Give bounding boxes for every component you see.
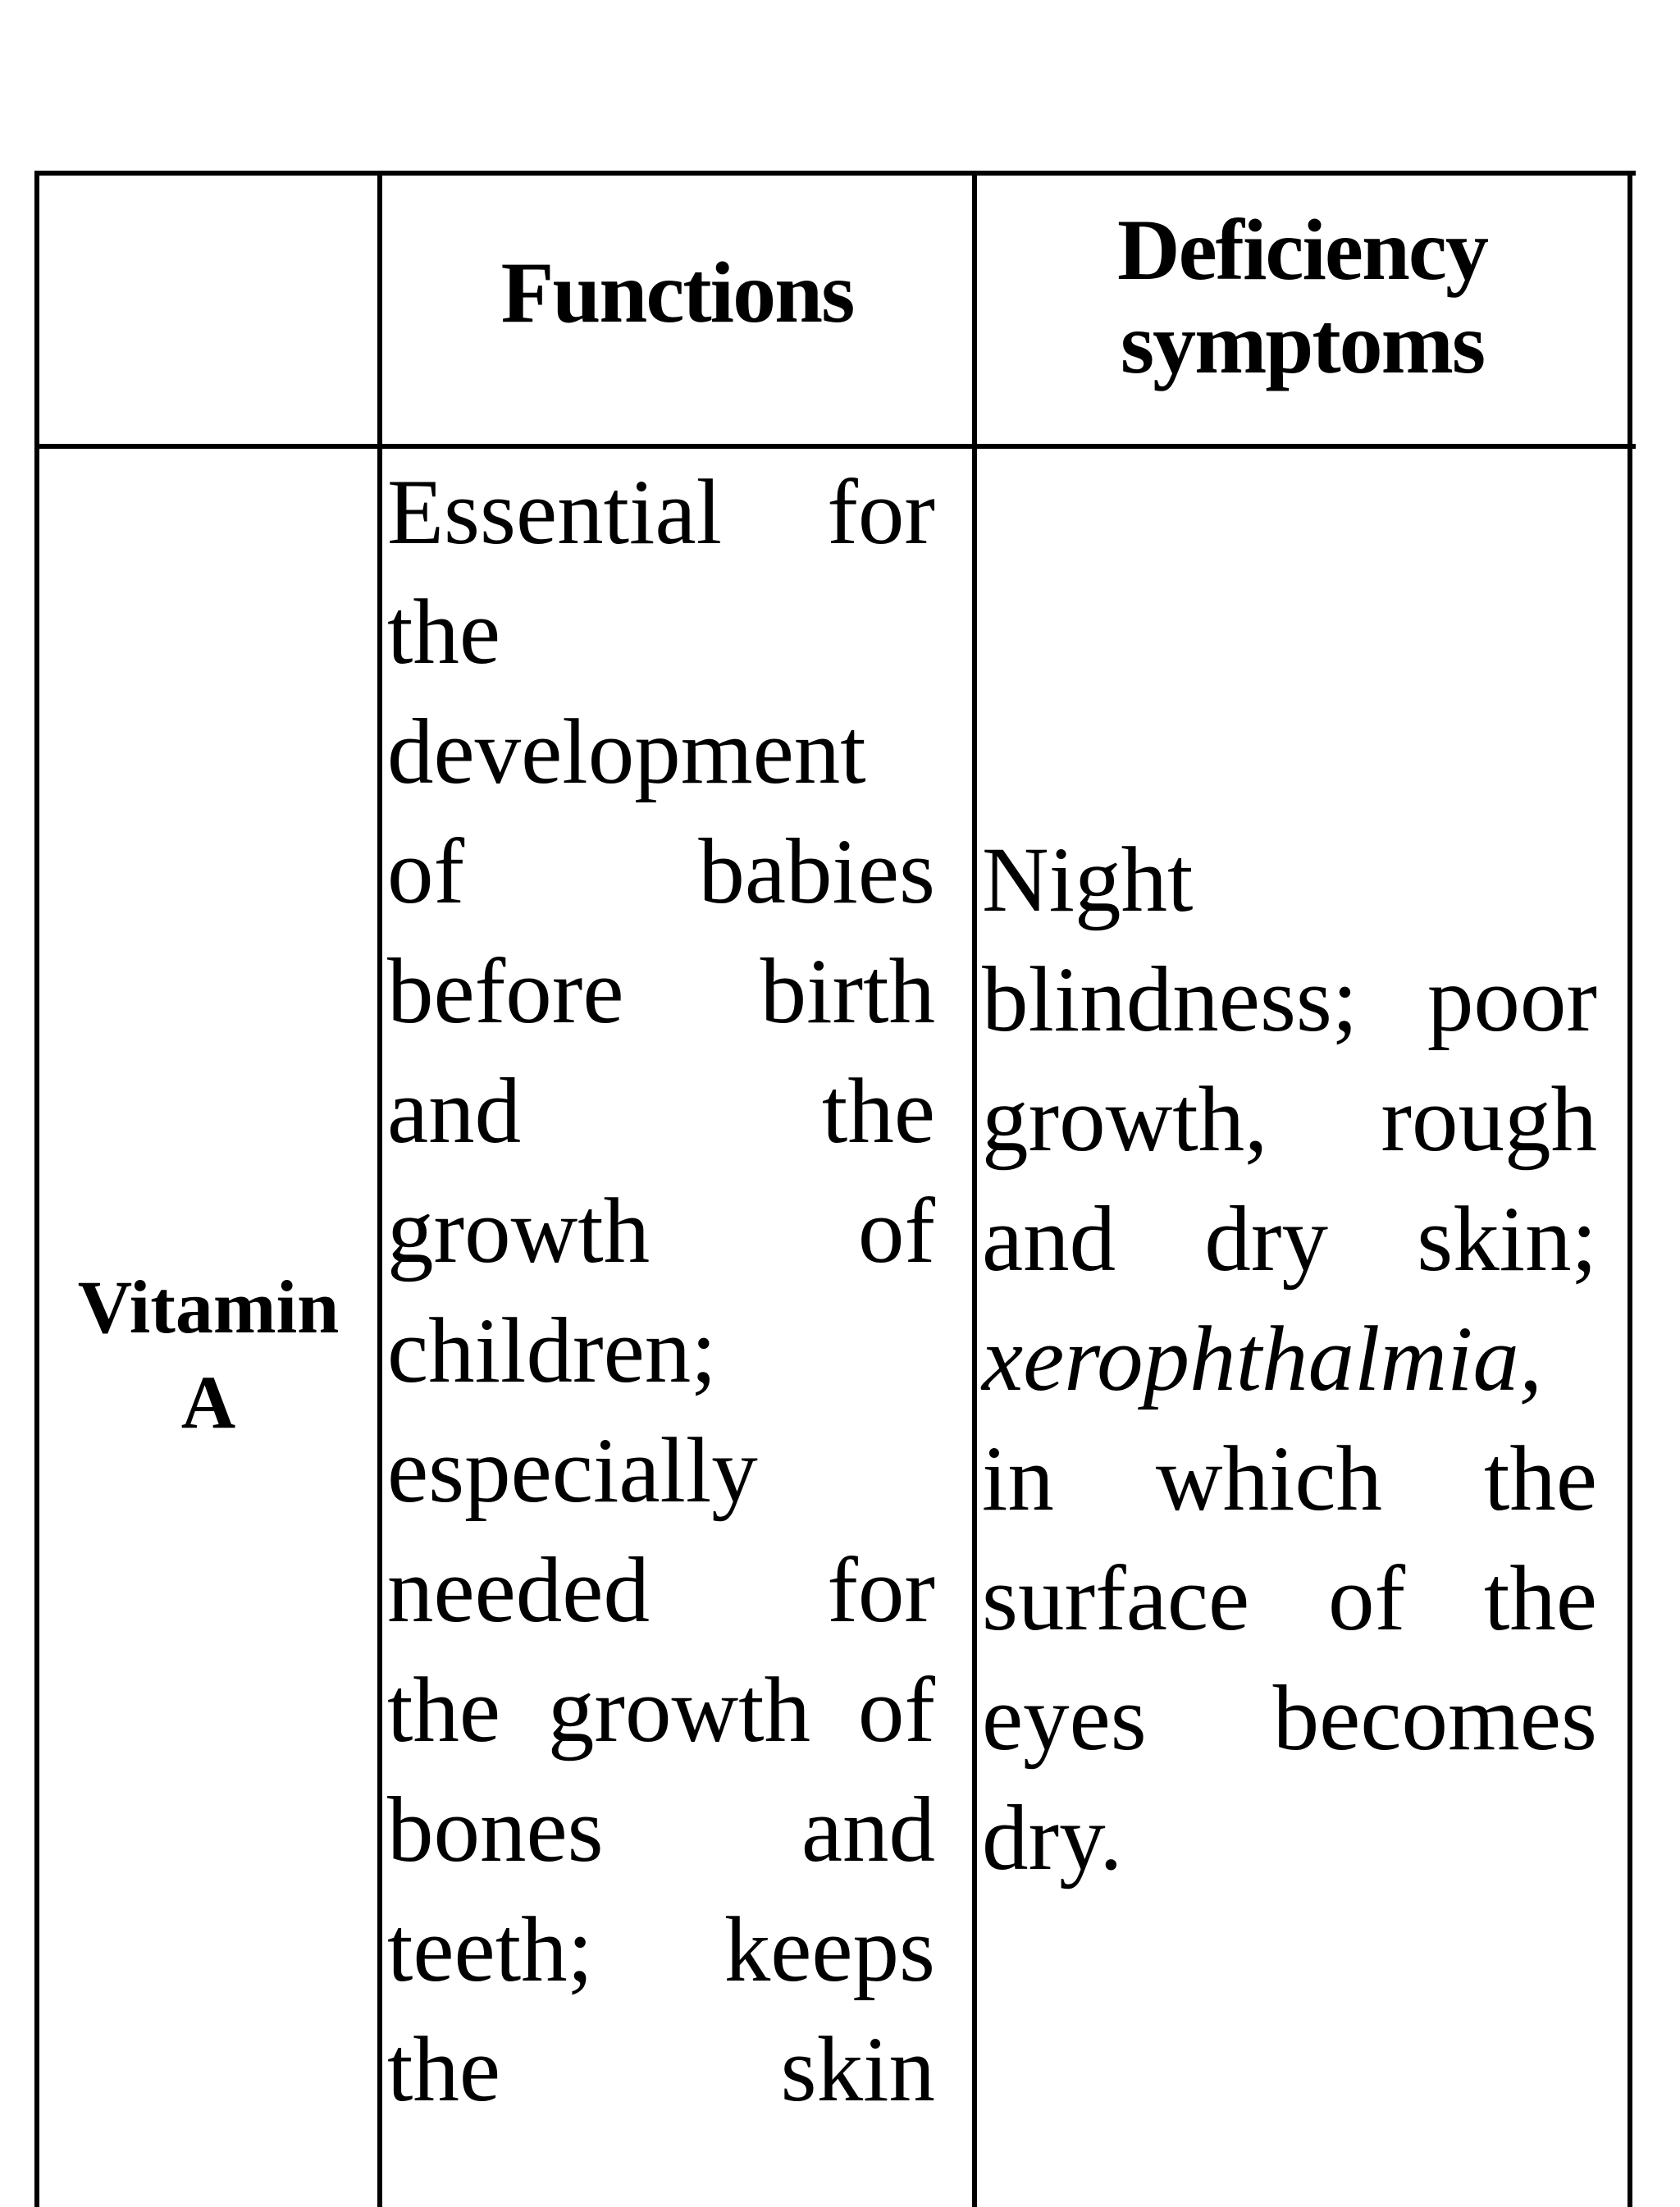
deficiency-line: in which the	[982, 1428, 1597, 1530]
table-right-border	[1628, 171, 1632, 2207]
header-functions-label: Functions	[500, 244, 854, 340]
deficiency-line-italic-term: xerophthalmia,	[982, 1308, 1543, 1410]
deficiency-cell	[982, 820, 1597, 1899]
deficiency-line: blindness; poor	[982, 948, 1597, 1051]
table-column-divider-2	[972, 171, 977, 2207]
functions-line: bones and	[387, 1779, 935, 1881]
functions-cell	[387, 453, 935, 2130]
functions-line: the	[387, 581, 501, 683]
functions-line: the growth of	[387, 1659, 935, 1761]
deficiency-line: eyes becomes	[982, 1667, 1597, 1770]
header-deficiency-symptoms	[977, 203, 1628, 391]
deficiency-line: and dry skin;	[982, 1188, 1597, 1291]
functions-line: Essential for	[387, 461, 935, 564]
header-deficiency-line2: symptoms	[1120, 295, 1485, 391]
row-label-vitamin-a	[39, 1259, 377, 1450]
header-deficiency-line1: Deficiency	[1117, 202, 1487, 298]
functions-line: especially	[387, 1419, 758, 1522]
functions-line: development	[387, 701, 866, 803]
table-top-border	[34, 171, 1636, 176]
functions-line: children;	[387, 1300, 717, 1402]
row-label-line1: Vitamin	[77, 1265, 340, 1349]
functions-line: before birth	[387, 940, 935, 1043]
deficiency-line: Night	[982, 829, 1194, 931]
table-column-divider-1	[377, 171, 382, 2207]
functions-line: needed for	[387, 1539, 935, 1642]
functions-line: the skin	[387, 2018, 935, 2121]
table-left-border	[34, 171, 39, 2207]
functions-line: teeth; keeps	[387, 1899, 935, 2001]
deficiency-line: dry.	[982, 1787, 1123, 1889]
table-header-divider	[34, 444, 1636, 449]
functions-line: and the	[387, 1060, 935, 1163]
functions-line: growth of	[387, 1180, 935, 1282]
row-label-line2: A	[180, 1360, 236, 1444]
header-functions	[382, 246, 972, 340]
functions-line: of babies	[387, 820, 935, 923]
deficiency-line: growth, rough	[982, 1068, 1597, 1171]
deficiency-line: surface of the	[982, 1547, 1597, 1650]
